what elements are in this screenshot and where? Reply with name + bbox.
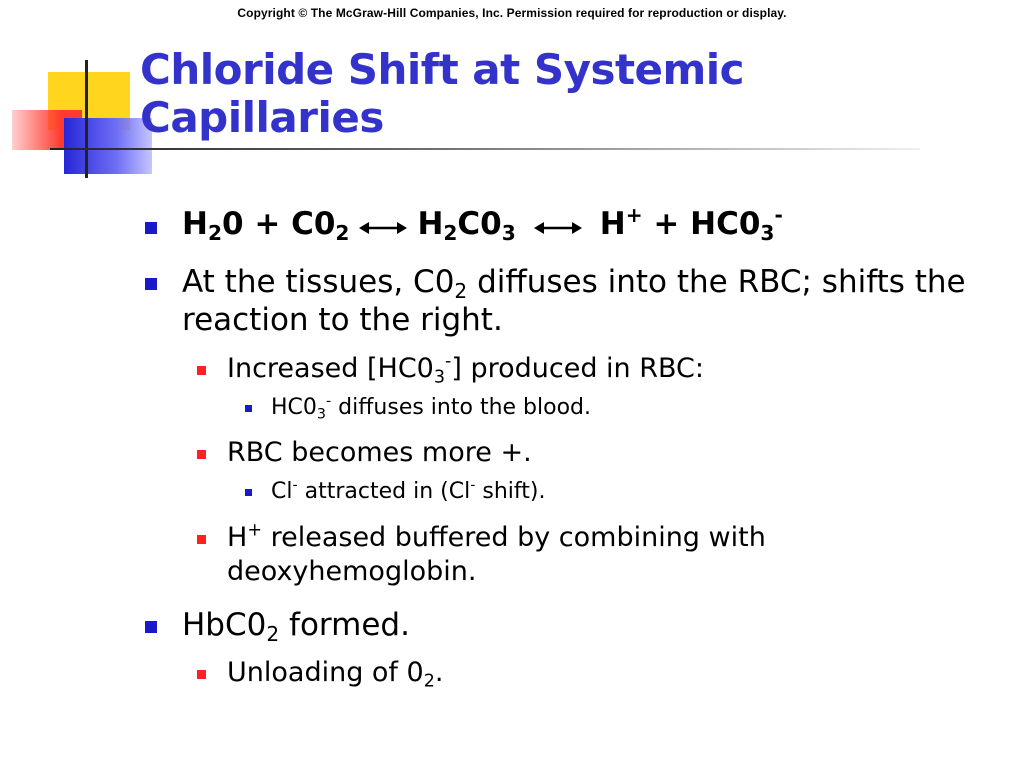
h-released-bullet <box>145 521 927 589</box>
hbco2-bullet <box>145 606 1015 647</box>
eq-text: H <box>417 206 444 242</box>
bullet-text: Increased [HC0 <box>227 353 434 384</box>
bullet-square <box>145 278 157 290</box>
eq-sub: 3 <box>760 221 775 246</box>
bullet-square <box>197 535 206 544</box>
bullet-text: At the tissues, C0 <box>182 264 455 300</box>
increased-hco3-bullet <box>145 352 1015 386</box>
bullet-text: HbC0 <box>182 607 267 643</box>
eq-text: C0 <box>457 206 502 242</box>
bullet-square <box>197 450 206 459</box>
bullet-square <box>197 670 206 679</box>
bullet-sup: - <box>292 477 298 494</box>
bullet-square <box>197 366 206 375</box>
bullet-text: attracted in (Cl <box>297 479 471 504</box>
vertical-rule <box>85 60 88 178</box>
bullet-text: formed. <box>279 607 410 643</box>
eq-text: 0 + C0 <box>221 206 336 242</box>
rbc-positive-bullet <box>145 436 1015 470</box>
chloride-attracted-bullet <box>145 478 1015 506</box>
hco3-diffuses-bullet <box>145 394 1015 422</box>
bullet-square <box>145 222 157 234</box>
eq-sub: 2 <box>335 221 350 246</box>
eq-sup: - <box>774 202 783 227</box>
bullet-sub: 2 <box>266 622 280 647</box>
bullet-square <box>145 621 157 633</box>
slide-title: Chloride Shift at Systemic Capillaries <box>140 45 745 142</box>
eq-sub: 3 <box>501 221 516 246</box>
bullet-text: RBC becomes more +. <box>227 437 532 468</box>
eq-text: H <box>599 206 626 242</box>
bullet-sup: - <box>445 351 452 372</box>
bullet-sup: + <box>247 520 263 541</box>
bullet-text: . <box>434 657 444 688</box>
equation-bullet <box>145 202 1015 251</box>
tissues-bullet <box>145 263 1015 339</box>
bullet-text: ] produced in RBC: <box>451 353 705 384</box>
bullet-square <box>245 405 252 412</box>
bullet-text: HC0 <box>271 395 317 420</box>
eq-sub: 2 <box>207 221 222 246</box>
bullet-sup: - <box>326 393 332 410</box>
double-arrow-icon <box>359 207 407 245</box>
eq-text: H <box>182 206 208 242</box>
bullet-text: Cl <box>271 479 293 504</box>
bullet-text: diffuses into the RBC; shifts the reaction to the right. <box>182 264 966 338</box>
bullet-text: Unloading of 0 <box>227 657 424 688</box>
eq-text: + HC0 <box>642 206 761 242</box>
bullet-text: released buffered by combining with deoxyhemoglobin. <box>227 522 766 587</box>
bullet-sup: - <box>470 477 476 494</box>
double-arrow-icon <box>534 207 582 245</box>
bullet-text: diffuses into the blood. <box>331 395 591 420</box>
copyright-notice: Copyright © The McGraw-Hill Companies, Inc. Permission required for reproduction or display. <box>237 6 787 20</box>
bullet-sub: 2 <box>423 671 435 692</box>
bullet-text: shift). <box>475 479 546 504</box>
bullet-sub: 2 <box>454 279 468 304</box>
eq-sub: 2 <box>443 221 458 246</box>
bullet-sub: 3 <box>316 406 327 423</box>
bullet-sub: 3 <box>433 367 446 388</box>
title-underline <box>50 148 920 150</box>
eq-sup: + <box>625 202 643 227</box>
bullet-square <box>245 489 252 496</box>
blue-square <box>64 118 152 174</box>
unloading-o2-bullet <box>145 656 1015 690</box>
slide-body <box>145 202 1015 692</box>
bullet-text: H <box>227 522 248 553</box>
